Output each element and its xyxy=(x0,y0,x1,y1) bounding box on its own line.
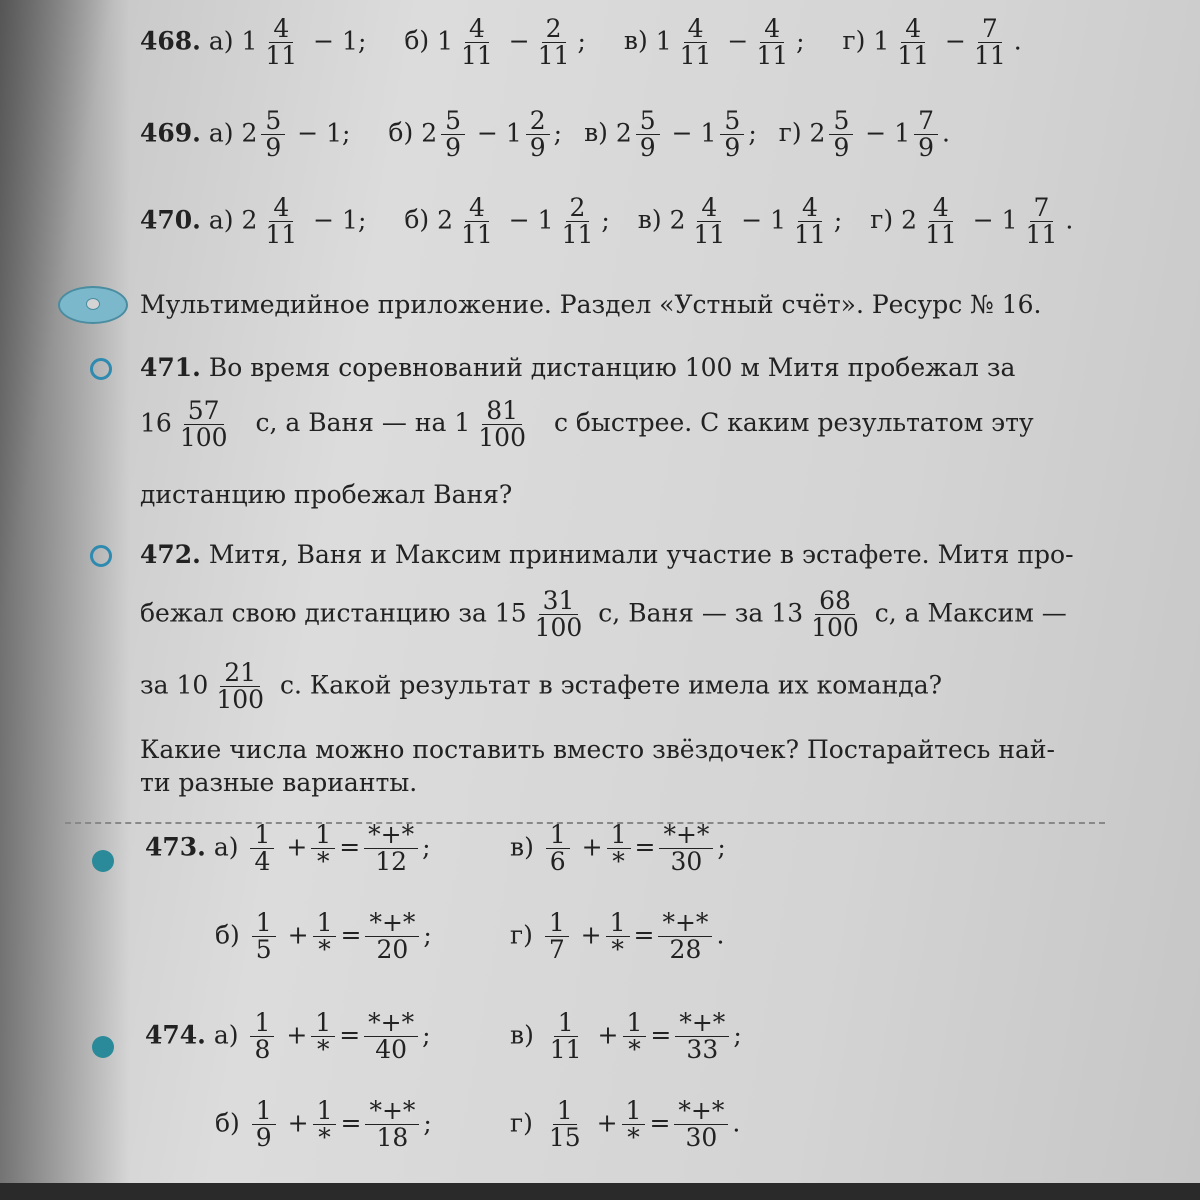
fraction: $\frac{4}{11}$ xyxy=(461,193,493,250)
exercise-473-a: 473. а) $\frac{1}{4}$ + 1 * = *+* 12 ; xyxy=(145,820,431,877)
exercise-474-v: в) $\frac{1}{11}$ + 1 * = *+* 33 ; xyxy=(510,1008,742,1065)
fraction: $\frac{1}{15}$ xyxy=(548,1096,581,1153)
fraction: $\frac{1}{11}$ xyxy=(549,1008,582,1065)
fraction: *+* 28 xyxy=(658,910,712,964)
fraction: $\frac{5}{9}$ xyxy=(829,108,853,162)
exercise-473-b: б) $\frac{1}{5}$ + 1 * = *+* 20 ; xyxy=(215,908,432,965)
exercise-473-v: в) $\frac{1}{6}$ + 1 * = *+* 30 ; xyxy=(510,820,726,877)
fraction: 1 * xyxy=(311,1010,335,1064)
fraction: 1 * xyxy=(313,910,337,964)
exercise-474-b: б) $\frac{1}{9}$ + 1 * = *+* 18 ; xyxy=(215,1096,432,1153)
fraction: $\frac{4}{11}$ xyxy=(461,14,493,71)
circle-marker-icon xyxy=(90,358,112,380)
fraction: $\frac{4}{11}$ xyxy=(756,14,789,71)
exercise-470: 470. а) 2 $\frac{4}{11}$ − 1; б) 2 $\frac{4}{11}$ − 1 $\frac{2}{11}$ ; в) 2 $\frac{4}{11}$ − 1 $\frac{4}{11}$ ; г) 2 $\frac{4}{11}$ − 1 $\frac{7}{11}$ . xyxy=(140,193,1074,250)
fraction: 1 * xyxy=(311,822,335,876)
exercise-469: 469. а) 2 $\frac{5}{9}$ − 1; б) 2 $\frac{5}{9}$ − 1 $\frac{2}{9}$ ; в) 2 $\frac{5}{9}$ − 1 $\frac{5}{9}$ ; г) 2 $\frac{5}{9}$ − 1 $\frac{7}{9}$ . xyxy=(140,106,950,163)
fraction: 1 * xyxy=(606,910,630,964)
fraction: $\frac{4}{11}$ xyxy=(265,193,298,250)
exercise-473-g: г) $\frac{1}{7}$ + 1 * = *+* 28 . xyxy=(510,908,725,965)
stars-intro-line1: Какие числа можно поставить вместо звёздочек? Постарайтесь най- xyxy=(140,735,1055,764)
fraction: $\frac{1}{7}$ xyxy=(545,910,569,964)
stars-intro-line2: ти разные варианты. xyxy=(140,768,418,797)
fraction: $\frac{4}{11}$ xyxy=(679,14,712,71)
exercise-472-line3: за 10 $\frac{21}{100}$ с. Какой результат в эстафете имела их команда? xyxy=(140,658,942,715)
fraction: $\frac{1}{8}$ xyxy=(250,1010,274,1064)
fraction: $\frac{1}{6}$ xyxy=(546,822,570,876)
fraction: $\frac{68}{100}$ xyxy=(811,586,859,643)
fraction: $\frac{2}{11}$ xyxy=(561,193,594,250)
fraction: *+* 40 xyxy=(364,1010,418,1064)
exercise-474-g: г) $\frac{1}{15}$ + 1 * = *+* 30 . xyxy=(510,1096,741,1153)
exercise-471-line2: 16 $\frac{57}{100}$ с, а Ваня — на 1 $\frac{81}{100}$ с быстрее. С каким результатом эту xyxy=(140,396,1034,453)
fraction: 1 * xyxy=(607,822,631,876)
fraction: $\frac{21}{100}$ xyxy=(216,658,265,715)
exercise-472-line1: 472. Митя, Ваня и Максим принимали участие в эстафете. Митя про- xyxy=(140,540,1074,569)
fraction: 1 * xyxy=(313,1098,337,1152)
fraction: $\frac{4}{11}$ xyxy=(265,14,298,71)
multimedia-note: Мультимедийное приложение. Раздел «Устный счёт». Ресурс № 16. xyxy=(140,290,1042,319)
fraction: $\frac{7}{11}$ xyxy=(973,14,1006,71)
fraction: *+* 18 xyxy=(365,1098,419,1152)
fraction: *+* 30 xyxy=(659,822,713,876)
exercise-474-a: 474. а) $\frac{1}{8}$ + 1 * = *+* 40 ; xyxy=(145,1008,431,1065)
exercise-471-line1: 471. Во время соревнований дистанцию 100 м Митя пробежал за xyxy=(140,353,1016,382)
fraction: $\frac{2}{9}$ xyxy=(526,108,550,162)
fraction: *+* 20 xyxy=(365,910,419,964)
fraction: *+* 33 xyxy=(675,1010,729,1064)
exercise-471-line3: дистанцию пробежал Ваня? xyxy=(140,480,513,509)
fraction: $\frac{5}{9}$ xyxy=(636,108,660,162)
fraction: 1 * xyxy=(623,1010,647,1064)
fraction: $\frac{4}{11}$ xyxy=(897,14,930,71)
fraction: *+* 30 xyxy=(674,1098,728,1152)
circle-marker-icon xyxy=(90,545,112,567)
fraction: $\frac{1}{5}$ xyxy=(252,910,276,964)
fraction: *+* 12 xyxy=(364,822,418,876)
fraction: 1 * xyxy=(622,1098,646,1152)
fraction: $\frac{7}{11}$ xyxy=(1025,193,1058,250)
fraction: $\frac{5}{9}$ xyxy=(261,108,285,162)
page-shadow xyxy=(0,0,130,1200)
fraction: $\frac{4}{11}$ xyxy=(794,193,826,250)
fraction: $\frac{5}{9}$ xyxy=(720,108,744,162)
cd-disc-icon xyxy=(58,286,128,324)
dot-marker-icon xyxy=(92,850,114,872)
fraction: $\frac{7}{9}$ xyxy=(914,108,938,162)
fraction: $\frac{4}{11}$ xyxy=(924,193,957,250)
fraction: $\frac{5}{9}$ xyxy=(441,108,465,162)
fraction: $\frac{57}{100}$ xyxy=(179,396,228,453)
fraction: $\frac{31}{100}$ xyxy=(534,586,583,643)
fraction: $\frac{81}{100}$ xyxy=(478,396,526,453)
fraction: $\frac{2}{11}$ xyxy=(537,14,570,71)
dot-marker-icon xyxy=(92,1036,114,1058)
exercise-468: 468. а) 1 $\frac{4}{11}$ − 1; б) 1 $\frac{4}{11}$ − $\frac{2}{11}$ ; в) 1 $\frac{4}{11}$ − $\frac{4}{11}$ ; г) 1 $\frac{4}{11}$ − $\frac{7}{11}$ . xyxy=(140,14,1022,71)
exercise-472-line2: бежал свою дистанцию за 15 $\frac{31}{100}$ с, Ваня — за 13 $\frac{68}{100}$ с, а Максим — xyxy=(140,586,1067,643)
fraction: $\frac{1}{4}$ xyxy=(250,822,274,876)
bottom-edge xyxy=(0,1183,1200,1200)
fraction: $\frac{1}{9}$ xyxy=(252,1098,276,1152)
fraction: $\frac{4}{11}$ xyxy=(693,193,726,250)
